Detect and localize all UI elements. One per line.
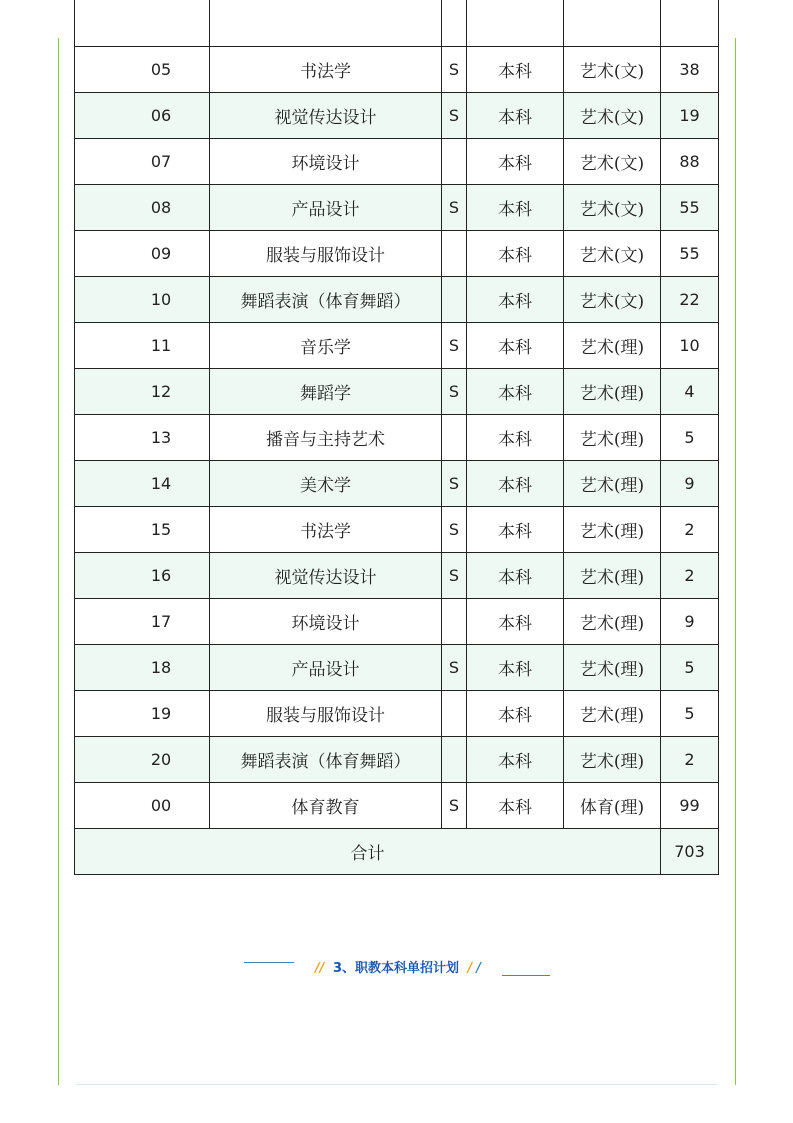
total-row	[75, 829, 719, 875]
table-row-partial	[75, 0, 719, 47]
page-frame-right	[735, 38, 736, 1085]
row-flag	[442, 415, 467, 461]
row-level: 本科	[467, 415, 564, 461]
row-level: 本科	[467, 277, 564, 323]
row-category: 艺术(文)	[564, 185, 661, 231]
row-flag	[442, 691, 467, 737]
row-level: 本科	[467, 369, 564, 415]
row-count: 22	[661, 277, 719, 323]
row-major-name: 体育教育	[210, 783, 442, 829]
row-level: 本科	[467, 553, 564, 599]
heading-rule-left	[244, 962, 294, 963]
row-major-name: 书法学	[210, 47, 442, 93]
row-level: 本科	[467, 461, 564, 507]
row-count: 10	[661, 323, 719, 369]
row-count: 55	[661, 185, 719, 231]
table-cell	[75, 0, 210, 47]
row-code: 16	[75, 553, 210, 599]
row-flag	[442, 231, 467, 277]
row-major-name: 舞蹈表演（体育舞蹈）	[210, 737, 442, 783]
row-code: 14	[75, 461, 210, 507]
row-flag	[442, 599, 467, 645]
row-category: 艺术(理)	[564, 323, 661, 369]
table-row	[75, 323, 719, 369]
row-count: 2	[661, 737, 719, 783]
row-code: 11	[75, 323, 210, 369]
heading-rule-right	[502, 975, 550, 976]
table-row	[75, 507, 719, 553]
row-level: 本科	[467, 691, 564, 737]
row-category: 体育(理)	[564, 783, 661, 829]
table-row	[75, 185, 719, 231]
row-count: 2	[661, 507, 719, 553]
row-count: 19	[661, 93, 719, 139]
row-major-name: 视觉传达设计	[210, 553, 442, 599]
row-count: 5	[661, 645, 719, 691]
row-code: 06	[75, 93, 210, 139]
row-major-name: 美术学	[210, 461, 442, 507]
table-row	[75, 737, 719, 783]
row-level: 本科	[467, 323, 564, 369]
row-code: 15	[75, 507, 210, 553]
row-flag: S	[442, 783, 467, 829]
row-code: 05	[75, 47, 210, 93]
row-category: 艺术(理)	[564, 415, 661, 461]
row-flag: S	[442, 461, 467, 507]
row-level: 本科	[467, 507, 564, 553]
row-category: 艺术(理)	[564, 507, 661, 553]
row-major-name: 服装与服饰设计	[210, 231, 442, 277]
table-row	[75, 553, 719, 599]
row-major-name: 环境设计	[210, 599, 442, 645]
row-major-name: 舞蹈表演（体育舞蹈）	[210, 277, 442, 323]
row-level: 本科	[467, 47, 564, 93]
row-flag: S	[442, 369, 467, 415]
row-code: 19	[75, 691, 210, 737]
row-code: 17	[75, 599, 210, 645]
row-category: 艺术(理)	[564, 691, 661, 737]
row-category: 艺术(理)	[564, 599, 661, 645]
row-category: 艺术(理)	[564, 461, 661, 507]
row-category: 艺术(理)	[564, 369, 661, 415]
table-row	[75, 599, 719, 645]
row-major-name: 环境设计	[210, 139, 442, 185]
row-flag: S	[442, 93, 467, 139]
heading-title-wrap	[294, 957, 502, 981]
row-flag: S	[442, 185, 467, 231]
table-cell	[564, 0, 661, 47]
row-level: 本科	[467, 185, 564, 231]
table-row	[75, 93, 719, 139]
total-label: 合计	[75, 829, 661, 875]
table-cell	[442, 0, 467, 47]
page-frame-bottom	[76, 1084, 718, 1085]
row-major-name: 产品设计	[210, 185, 442, 231]
row-flag: S	[442, 553, 467, 599]
table-cell	[210, 0, 442, 47]
row-count: 38	[661, 47, 719, 93]
row-count: 55	[661, 231, 719, 277]
row-count: 5	[661, 415, 719, 461]
row-count: 4	[661, 369, 719, 415]
row-count: 9	[661, 599, 719, 645]
row-category: 艺术(文)	[564, 47, 661, 93]
row-code: 20	[75, 737, 210, 783]
row-code: 13	[75, 415, 210, 461]
row-level: 本科	[467, 645, 564, 691]
section-heading	[244, 957, 550, 981]
heading-text: 3、职教本科单招计划	[332, 961, 460, 976]
table-row	[75, 369, 719, 415]
row-category: 艺术(文)	[564, 93, 661, 139]
row-category: 艺术(文)	[564, 277, 661, 323]
table-row	[75, 783, 719, 829]
row-level: 本科	[467, 783, 564, 829]
row-major-name: 舞蹈学	[210, 369, 442, 415]
row-major-name: 音乐学	[210, 323, 442, 369]
row-flag	[442, 139, 467, 185]
row-flag: S	[442, 507, 467, 553]
row-major-name: 产品设计	[210, 645, 442, 691]
row-code: 18	[75, 645, 210, 691]
row-category: 艺术(理)	[564, 737, 661, 783]
row-code: 09	[75, 231, 210, 277]
row-flag	[442, 737, 467, 783]
row-major-name: 播音与主持艺术	[210, 415, 442, 461]
slash-icon: /	[467, 961, 473, 976]
row-count: 5	[661, 691, 719, 737]
table-row	[75, 645, 719, 691]
row-flag: S	[442, 47, 467, 93]
row-level: 本科	[467, 231, 564, 277]
slash-icon: /	[476, 961, 482, 976]
page-frame-left	[58, 38, 59, 1085]
row-flag: S	[442, 323, 467, 369]
row-category: 艺术(理)	[564, 645, 661, 691]
row-code: 12	[75, 369, 210, 415]
row-category: 艺术(文)	[564, 231, 661, 277]
row-code: 08	[75, 185, 210, 231]
table-cell	[661, 0, 719, 47]
table-row	[75, 47, 719, 93]
total-value: 703	[661, 829, 719, 875]
row-level: 本科	[467, 93, 564, 139]
row-flag	[442, 277, 467, 323]
row-level: 本科	[467, 139, 564, 185]
row-code: 00	[75, 783, 210, 829]
table-row	[75, 461, 719, 507]
table-row	[75, 231, 719, 277]
table-cell	[467, 0, 564, 47]
row-category: 艺术(理)	[564, 553, 661, 599]
row-flag: S	[442, 645, 467, 691]
table-row	[75, 415, 719, 461]
row-level: 本科	[467, 737, 564, 783]
row-code: 07	[75, 139, 210, 185]
row-count: 99	[661, 783, 719, 829]
row-count: 88	[661, 139, 719, 185]
row-major-name: 服装与服饰设计	[210, 691, 442, 737]
table-row	[75, 277, 719, 323]
enrollment-plan-table	[74, 0, 719, 875]
row-count: 9	[661, 461, 719, 507]
table-row	[75, 691, 719, 737]
row-major-name: 视觉传达设计	[210, 93, 442, 139]
row-count: 2	[661, 553, 719, 599]
row-major-name: 书法学	[210, 507, 442, 553]
slash-icon: //	[314, 961, 325, 976]
table-row	[75, 139, 719, 185]
row-category: 艺术(文)	[564, 139, 661, 185]
row-code: 10	[75, 277, 210, 323]
row-level: 本科	[467, 599, 564, 645]
